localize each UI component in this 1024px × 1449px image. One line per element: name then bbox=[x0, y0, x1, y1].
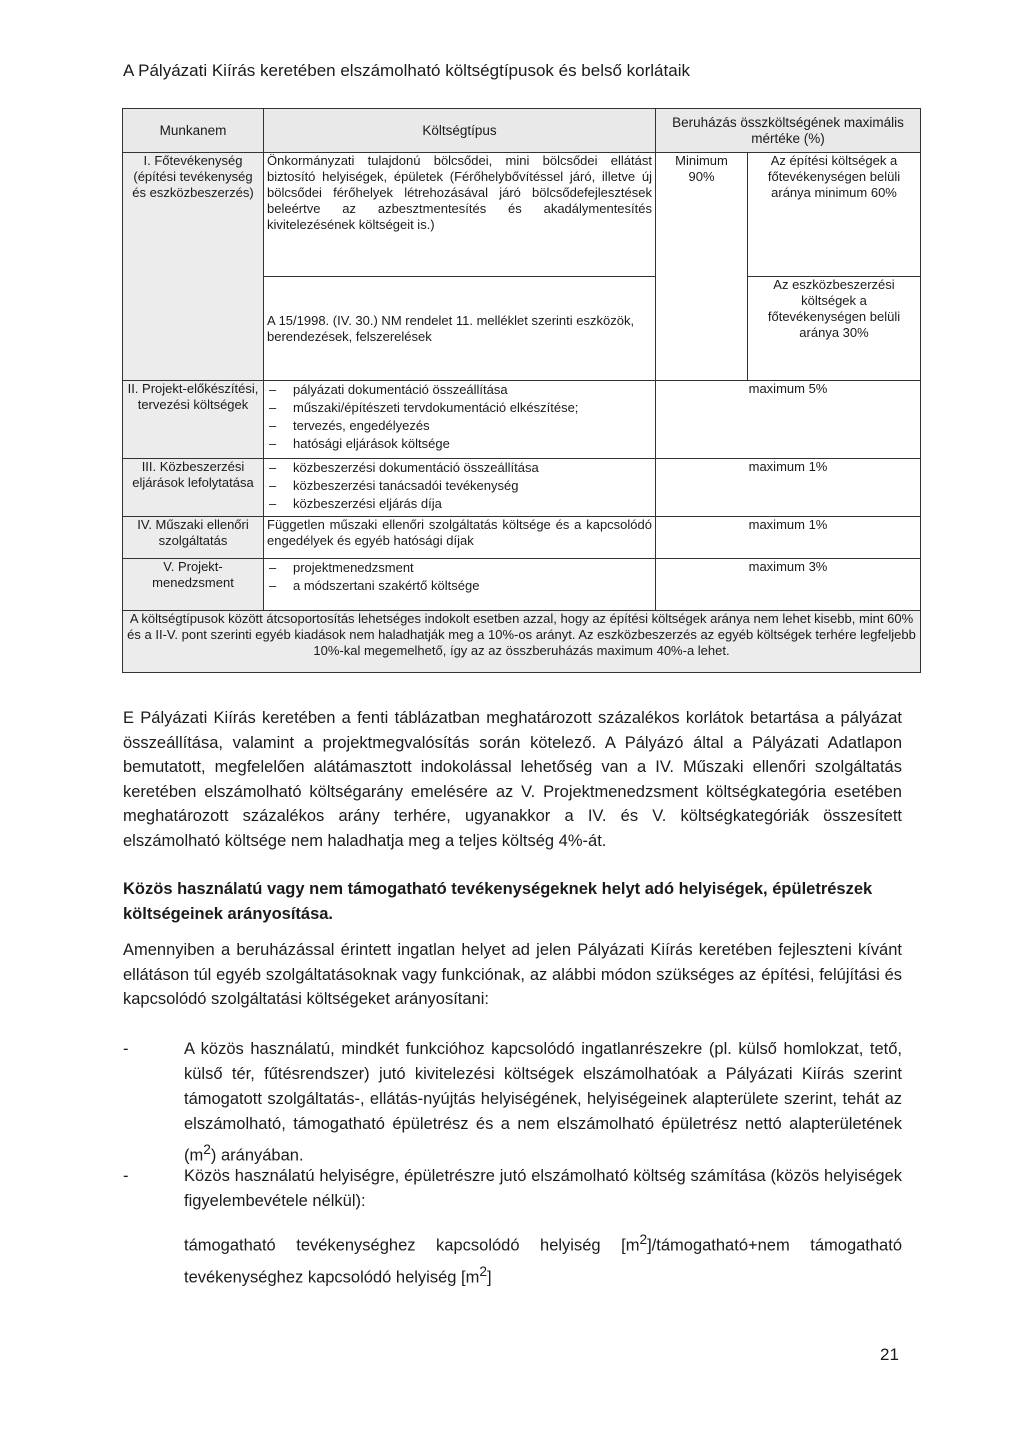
header-munkanem: Munkanem bbox=[123, 109, 264, 153]
section-heading: Közös használatú vagy nem támogatható tevékenységeknek helyt adó helyiségek, épületrészek költségeinek arányosítása. bbox=[123, 880, 873, 923]
table-note-row bbox=[123, 611, 921, 673]
list-item: – pályázati dokumentáció összeállítása bbox=[267, 381, 652, 399]
bullet-marker: - bbox=[123, 1167, 129, 1185]
munkanem-cell: IV. Műszaki ellenőri szolgáltatás bbox=[123, 517, 264, 559]
koltsegtipus-cell: Önkormányzati tulajdonú bölcsődei, mini bölcsődei ellátást biztosító helyiségek, épületek (Férőhelybővítéssel járó, illetve új bölcsődei férőhelyek létrehozásával járó bölcsődefejlesztések beleértve az azbesztmentesítés és akadálymentesítés kivitelezésének költségeit is.) bbox=[264, 153, 656, 277]
limit-cell: Az eszközbeszerzési költségek a főtevékenységen belüli aránya 30% bbox=[748, 277, 921, 381]
list-item: – projektmenedzsment bbox=[267, 559, 652, 577]
header-koltsegtipus: Költségtípus bbox=[264, 109, 656, 153]
table-row bbox=[123, 559, 921, 611]
page-title: A Pályázati Kiírás keretében elszámolható költségtípusok és belső korlátaik bbox=[123, 61, 690, 80]
list-item: – műszaki/építészeti tervdokumentáció elkészítése; bbox=[267, 399, 652, 417]
bullet-text bbox=[184, 1037, 902, 1169]
minimum-cell bbox=[656, 153, 748, 381]
limit-cell: maximum 5% bbox=[656, 381, 921, 459]
list-item: – közbeszerzési tanácsadói tevékenység bbox=[267, 477, 652, 495]
koltsegtipus-cell: Független műszaki ellenőri szolgáltatás költsége és a kapcsolódó engedélyek és egyéb hatósági díjak bbox=[264, 517, 656, 559]
koltsegtipus-cell bbox=[264, 381, 656, 459]
bullet-item-calculation bbox=[123, 1164, 902, 1214]
list-item: – hatósági eljárások költsége bbox=[267, 435, 652, 453]
table-note: A költségtípusok között átcsoportosítás lehetséges indokolt esetben azzal, hogy az építési költségek aránya nem lehet kisebb, mint 60% és a II-V. pont szerinti egyéb kiadások nem haladhatják meg a 10%-os arányt. Az eszközbeszerzés az egyéb költségek terhére legfeljebb 10%-kal megemelhető, így az az összberuházás maximum 40%-a lehet. bbox=[123, 611, 921, 673]
list-item: – tervezés, engedélyezés bbox=[267, 417, 652, 435]
formula-part: ] bbox=[487, 1268, 492, 1286]
bullet-marker: - bbox=[123, 1040, 129, 1058]
table-header-row bbox=[123, 109, 921, 153]
superscript: 2 bbox=[479, 1263, 487, 1279]
formula-text bbox=[184, 1227, 902, 1290]
munkanem-cell: III. Közbeszerzési eljárások lefolytatása bbox=[123, 459, 264, 517]
table-row bbox=[123, 459, 921, 517]
superscript: 2 bbox=[203, 1142, 211, 1157]
bullet-text-main: A közös használatú, mindkét funkcióhoz kapcsolódó ingatlanrészekre (pl. külső homlokzat, tető, külső tér, fűtésrendszer) jutó kivitelezési költségek elszámolhatóak a Pályázati Kiírás szerint támogatott szolgáltatás-, ellátás-nyújtás helyiségének, helyiségeinek alapterülete szerint, tehát az elszámolható, támogatható épületrész és a nem elszámolható épületrész nettó alapterületének (m bbox=[184, 1040, 902, 1165]
paragraph-proportioning: Amennyiben a beruházással érintett ingatlan helyet ad jelen Pályázati Kiírás keretében fejleszteni kívánt ellátáson túl egyéb szolgáltatásoknak vagy funkciónak, az alábbi módon szükséges az építési, felújítási és kapcsolódó szolgáltatási költségeket arányosítani: bbox=[123, 941, 902, 1008]
limit-cell: maximum 1% bbox=[656, 459, 921, 517]
koltsegtipus-cell bbox=[264, 459, 656, 517]
list-item: – közbeszerzési eljárás díja bbox=[267, 495, 652, 513]
table-row bbox=[123, 381, 921, 459]
item-list bbox=[267, 381, 652, 453]
formula-part: ]/támogatható+nem támogatható tevékenységhez kapcsolódó helyiség [m bbox=[184, 1236, 902, 1286]
page-number: 21 bbox=[880, 1345, 899, 1364]
formula-part: támogatható tevékenységhez kapcsolódó helyiség [m bbox=[184, 1236, 640, 1255]
bullet-text-end: ) arányában. bbox=[210, 1146, 304, 1165]
limit-cell: Az építési költségek a főtevékenységen belüli aránya minimum 60% bbox=[748, 153, 921, 277]
minimum-label: Minimum bbox=[675, 153, 728, 168]
list-item: – közbeszerzési dokumentáció összeállítása bbox=[267, 459, 652, 477]
bullet-item-common-areas bbox=[123, 1037, 902, 1169]
minimum-value: 90% bbox=[688, 169, 715, 184]
bullet-text: Közös használatú helyiségre, épületrészre jutó elszámolható költség számítása (közös helyiségek figyelembevétele nélkül): bbox=[184, 1167, 902, 1210]
limit-cell: maximum 3% bbox=[656, 559, 921, 611]
table-row bbox=[123, 153, 921, 277]
limit-cell: maximum 1% bbox=[656, 517, 921, 559]
list-item: – a módszertani szakértő költsége bbox=[267, 577, 652, 595]
table-row bbox=[123, 517, 921, 559]
munkanem-cell: II. Projekt-előkészítési, tervezési költségek bbox=[123, 381, 264, 459]
koltsegtipus-cell bbox=[264, 559, 656, 611]
item-list bbox=[267, 559, 652, 595]
item-list bbox=[267, 459, 652, 513]
header-beruhazas: Beruházás összköltségének maximális mértéke (%) bbox=[656, 109, 921, 153]
munkanem-cell: V. Projekt-menedzsment bbox=[123, 559, 264, 611]
koltsegtipus-cell: A 15/1998. (IV. 30.) NM rendelet 11. melléklet szerinti eszközök, berendezések, felszerelések bbox=[264, 277, 656, 381]
cost-type-table bbox=[122, 108, 921, 673]
superscript: 2 bbox=[639, 1232, 648, 1247]
munkanem-cell: I. Főtevékenység (építési tevékenység és eszközbeszerzés) bbox=[123, 153, 264, 381]
paragraph-percentage-limits: E Pályázati Kiírás keretében a fenti táblázatban meghatározott százalékos korlátok betartása a pályázat összeállítása, valamint a projektmegvalósítás során kötelező. A Pályázó által a Pályázati Adatlapon bemutatott, megfelelően alátámasztott indokolással lehetőség van a IV. Műszaki ellenőri szolgáltatás keretében elszámolható költségarány emelésére az V. Projektmenedzsment költségkategória esetében meghatározott százalékos arány terhére, ugyanakkor a IV. és V. költségkategóriák összesített elszámolható költsége nem haladhatja meg a teljes költség 4%-át. bbox=[123, 709, 902, 850]
